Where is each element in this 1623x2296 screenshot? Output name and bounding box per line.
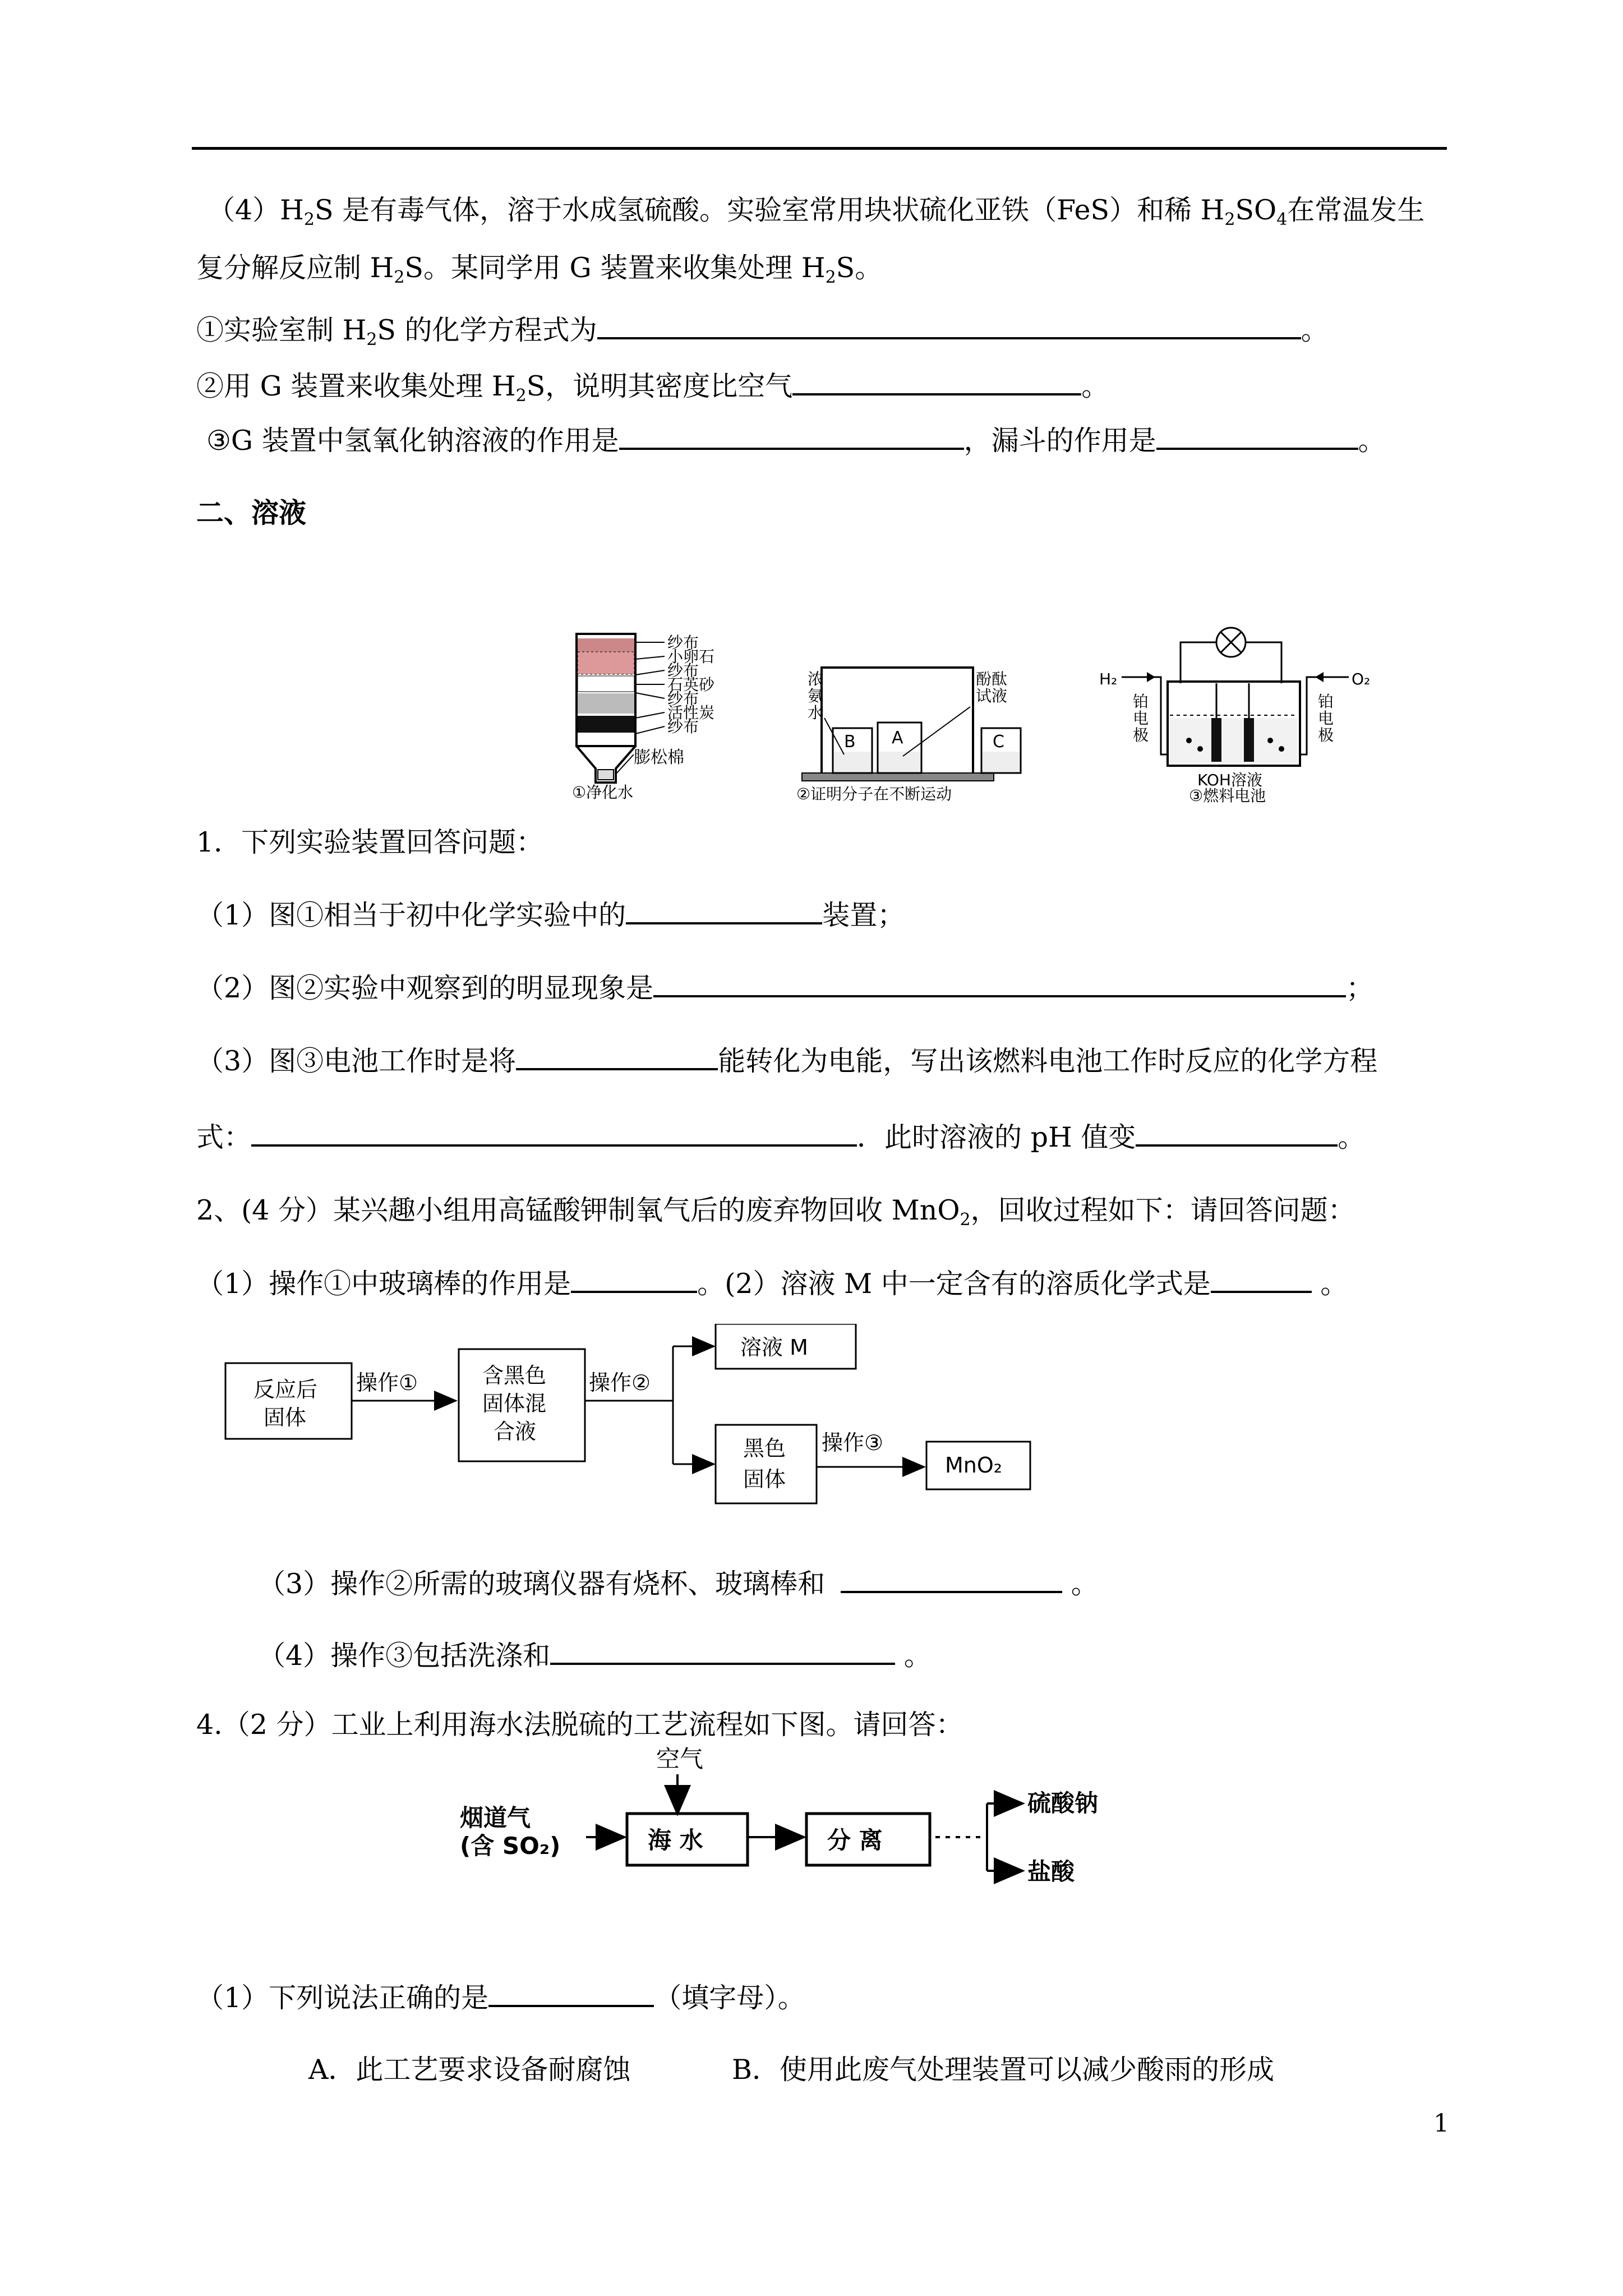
svg-text:操作②: 操作②	[589, 1370, 651, 1395]
svg-text:固体: 固体	[743, 1467, 786, 1492]
svg-text:硫酸钠: 硫酸钠	[1027, 1789, 1099, 1817]
svg-text:合液: 合液	[494, 1419, 537, 1444]
svg-text:H₂: H₂	[1099, 670, 1118, 688]
water-purifier-diagram	[572, 633, 715, 802]
fig1-label: 纱布	[667, 661, 699, 680]
answer-blank[interactable]	[550, 1637, 895, 1665]
fig1-label: 膨松棉	[634, 748, 684, 767]
svg-text:溶液 M: 溶液 M	[740, 1335, 808, 1360]
svg-text:浓: 浓	[808, 670, 824, 688]
fig1-label: 活性炭	[667, 703, 715, 722]
fig1-label: 纱布	[667, 689, 699, 708]
q2-part3: （3）操作②所需的玻璃仪器有烧杯、玻璃棒和 。	[258, 1565, 1099, 1601]
svg-text:含黑色: 含黑色	[482, 1363, 547, 1388]
q2-stem: 2、(4 分）某兴趣小组用高锰酸钾制氧气后的废弃物回收 MnO$_2$，回收过程如下：请回答问题：	[196, 1194, 1355, 1230]
fig2-caption: ②证明分子在不断运动	[796, 785, 952, 803]
mno2-recovery-flowchart	[219, 1324, 1049, 1509]
fuel-cell-diagram	[1099, 628, 1370, 805]
svg-text:酚酞: 酚酞	[976, 670, 1008, 688]
answer-blank[interactable]	[488, 1979, 654, 2007]
svg-text:铂: 铂	[1318, 692, 1334, 711]
svg-text:黑色: 黑色	[743, 1436, 786, 1461]
svg-text:反应后: 反应后	[253, 1377, 318, 1402]
svg-text:O₂: O₂	[1352, 670, 1371, 688]
answer-blank[interactable]	[619, 422, 964, 450]
q4-option-a: A．此工艺要求设备耐腐蚀	[308, 2054, 631, 2086]
fig1-label: 纱布	[667, 717, 699, 736]
answer-blank[interactable]	[571, 1265, 697, 1293]
svg-text:盐酸: 盐酸	[1027, 1858, 1075, 1885]
beaker-label: B	[844, 732, 856, 752]
svg-text:烟道气: 烟道气	[460, 1804, 531, 1832]
header-rule	[192, 147, 1447, 150]
q1-part1: （1）图①相当于初中化学实验中的 装置；	[196, 896, 905, 932]
q2-part4: （4）操作③包括洗涤和 。	[258, 1637, 932, 1673]
svg-text:极: 极	[1318, 726, 1334, 744]
section-title-solution: 二、溶液	[196, 497, 307, 529]
svg-text:(含 SO₂): (含 SO₂)	[460, 1832, 561, 1860]
answer-blank[interactable]	[1211, 1265, 1312, 1293]
answer-blank[interactable]	[516, 1042, 718, 1070]
svg-text:固体混: 固体混	[482, 1391, 547, 1416]
svg-text:氨: 氨	[808, 687, 824, 705]
q4-option-b: B．使用此废气处理装置可以减少酸雨的形成	[732, 2054, 1275, 2086]
molecule-motion-diagram	[796, 668, 1021, 803]
svg-text:空气: 空气	[656, 1745, 704, 1773]
answer-blank[interactable]	[653, 969, 1346, 997]
fig1-caption: ①净化水	[572, 783, 634, 802]
q4-stem: 4.（2 分）工业上利用海水法脱硫的工艺流程如下图。请回答：	[196, 1709, 963, 1741]
question-density: ②用 G 装置来收集处理 $H_2S$，说明其密度比空气 。	[196, 367, 1109, 403]
q1-part2: （2）图②实验中观察到的明显现象是 ；	[196, 969, 1373, 1005]
beaker-label: A	[892, 728, 903, 748]
question-naoh-funnel: ③G 装置中氢氧化钠溶液的作用是 ，漏斗的作用是 。	[206, 422, 1386, 458]
q4-intro-line2: 复分解反应制 $H_2S$。某同学用 G 装置来收集处理 $H_2S$。	[196, 252, 883, 287]
desulfurization-flowchart	[460, 1742, 1133, 1904]
apparatus-figure	[561, 623, 1413, 808]
svg-text:电: 电	[1133, 709, 1149, 728]
svg-text:分 离: 分 离	[827, 1826, 883, 1854]
svg-text:水: 水	[808, 703, 824, 722]
svg-text:KOH溶液: KOH溶液	[1197, 771, 1262, 789]
answer-blank[interactable]	[1156, 422, 1358, 450]
beaker-label: C	[993, 732, 1004, 752]
svg-text:极: 极	[1133, 726, 1149, 744]
fig3-caption: ③燃料电池	[1189, 786, 1266, 805]
answer-blank[interactable]	[251, 1119, 857, 1147]
answer-blank[interactable]	[841, 1565, 1062, 1593]
fig1-label: 石英砂	[667, 675, 715, 694]
answer-blank[interactable]	[792, 367, 1081, 395]
question-h2s-equation: ①实验室制 $H_2S$ 的化学方程式为 。	[196, 311, 1329, 347]
answer-blank[interactable]	[626, 896, 822, 924]
fig1-label: 小卵石	[667, 647, 715, 666]
svg-text:电: 电	[1318, 709, 1334, 728]
svg-text:操作①: 操作①	[356, 1370, 418, 1395]
q4-intro-line1: $(4)H_2S$ 是有毒气体，溶于水成氢硫酸。实验室常用块状硫化亚铁（FeS）和稀 $H_2SO_4$在常温发生	[208, 194, 1425, 229]
svg-text:MnO₂: MnO₂	[945, 1453, 1003, 1478]
q1-part3: （3）图③电池工作时是将 能转化为电能，写出该燃料电池工作时反应的化学方程	[196, 1042, 1377, 1078]
q1-stem: 1．下列实验装置回答问题：	[196, 826, 544, 858]
fig1-label: 纱布	[667, 633, 699, 652]
svg-text:固体: 固体	[264, 1405, 307, 1430]
svg-text:海 水: 海 水	[648, 1826, 703, 1854]
page-number: 1	[1433, 2109, 1449, 2138]
svg-text:铂: 铂	[1133, 692, 1149, 711]
q1-part3-cont: 式： ．此时溶液的 pH 值变 。	[196, 1119, 1365, 1154]
answer-blank[interactable]	[597, 311, 1301, 339]
q4-part1: （1）下列说法正确的是 （填字母）。	[196, 1979, 805, 2015]
q2-part1-2: （1）操作①中玻璃棒的作用是 。(2）溶液 M 中一定含有的溶质化学式是 。	[196, 1265, 1348, 1301]
svg-text:操作③: 操作③	[822, 1430, 884, 1455]
answer-blank[interactable]	[1136, 1119, 1338, 1147]
svg-text:试液: 试液	[976, 687, 1008, 705]
